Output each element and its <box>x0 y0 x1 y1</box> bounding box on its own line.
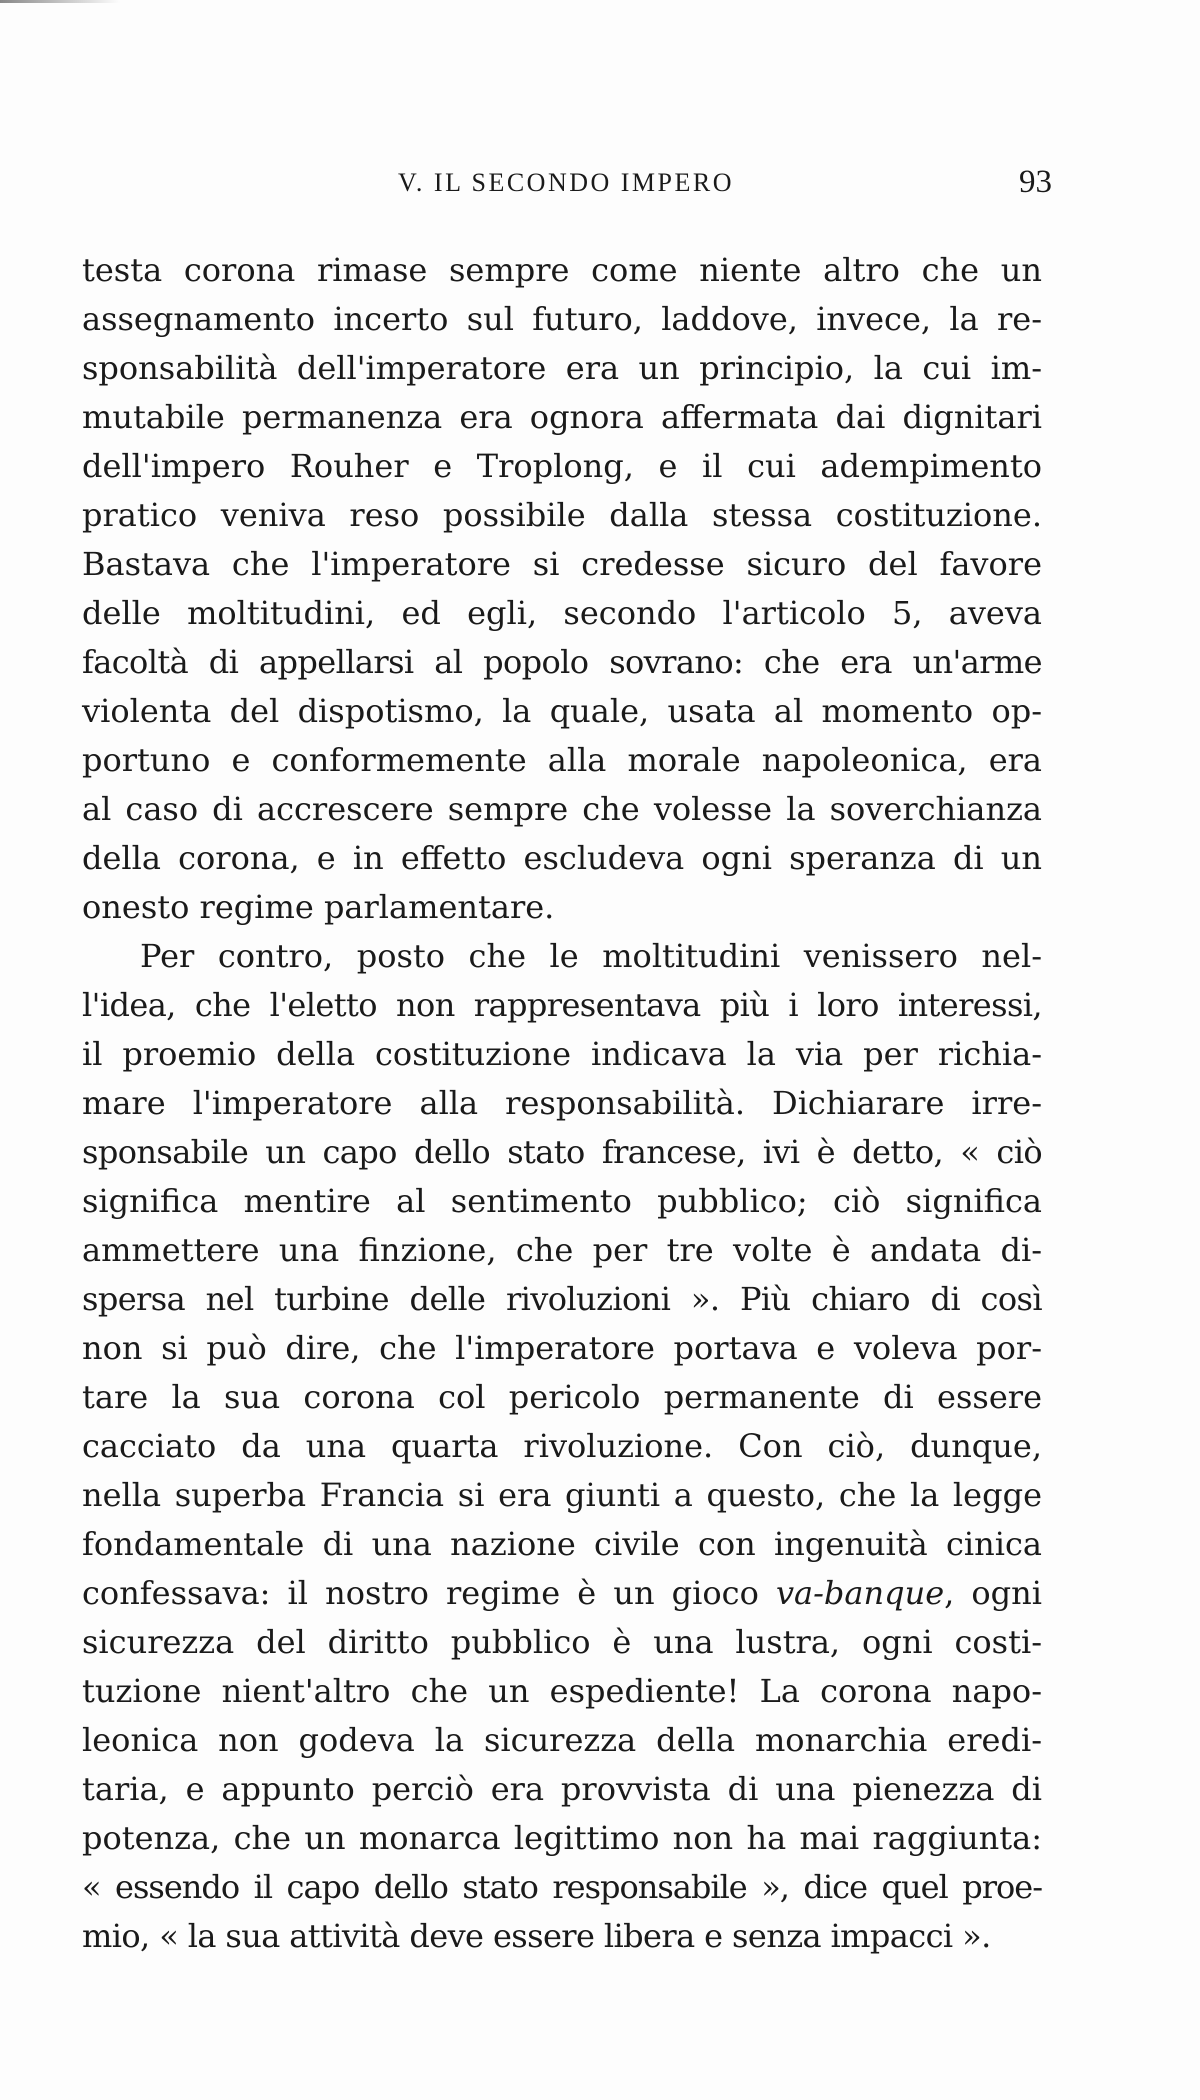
text-segment: sponsabile un capo dello stato francese, ivi è detto, « ciò <box>82 1133 1042 1171</box>
text-line <box>82 246 1042 295</box>
text-segment: pratico veniva reso possibile dalla stessa costituzione. <box>82 496 1042 534</box>
text-segment: potenza, che un monarca legittimo non ha mai raggiunta: <box>82 1819 1042 1857</box>
text-line <box>82 736 1042 785</box>
text-line <box>82 1471 1042 1520</box>
text-segment: cacciato da una quarta rivoluzione. Con ciò, dunque, <box>82 1427 1042 1465</box>
page-number: 93 <box>1019 164 1052 200</box>
text-segment: dell'impero Rouher e Troplong, e il cui adempimento <box>82 447 1042 485</box>
text-segment: il proemio della costituzione indicava la via per richia- <box>82 1035 1042 1073</box>
text-line <box>82 687 1042 736</box>
text-line <box>82 1079 1042 1128</box>
text-segment: fondamentale di una nazione civile con ingenuità cinica <box>82 1525 1042 1563</box>
text-line <box>82 540 1042 589</box>
text-segment: delle moltitudini, ed egli, secondo l'articolo 5, aveva <box>82 594 1042 632</box>
text-segment: nella superba Francia si era giunti a questo, che la legge <box>82 1476 1042 1514</box>
text-segment: Per contro, posto che le moltitudini venissero nel- <box>140 937 1042 975</box>
paragraph <box>82 932 1042 1961</box>
text-segment: sponsabilità dell'imperatore era un principio, la cui im- <box>82 349 1042 387</box>
text-segment: significa mentire al sentimento pubblico; ciò significa <box>82 1182 1042 1220</box>
text-segment: , ogni <box>944 1574 1042 1612</box>
text-line <box>82 295 1042 344</box>
running-title: V. IL SECONDO IMPERO <box>397 168 735 197</box>
text-line <box>82 1863 1042 1912</box>
text-line <box>82 834 1042 883</box>
text-line <box>82 442 1042 491</box>
text-segment: leonica non godeva la sicurezza della monarchia eredi- <box>82 1721 1042 1759</box>
text-segment: taria, e appunto perciò era provvista di una pienezza di <box>82 1770 1042 1808</box>
text-line <box>82 1667 1042 1716</box>
text-line <box>82 932 1042 981</box>
text-segment: l'idea, che l'eletto non rappresentava più i loro interessi, <box>82 986 1042 1024</box>
text-line <box>82 1520 1042 1569</box>
text-line <box>82 1226 1042 1275</box>
paragraph <box>82 246 1042 932</box>
text-segment: al caso di accrescere sempre che volesse la soverchianza <box>82 790 1042 828</box>
text-line <box>82 1324 1042 1373</box>
text-segment: onesto regime parlamentare. <box>82 888 555 926</box>
text-line <box>82 1275 1042 1324</box>
text-segment: mio, « la sua attività deve essere libera e senza impacci ». <box>82 1917 991 1955</box>
text-segment: violenta del dispotismo, la quale, usata al momento op- <box>82 692 1042 730</box>
text-segment: tare la sua corona col pericolo permanente di essere <box>82 1378 1042 1416</box>
text-line <box>82 883 1042 932</box>
text-segment: tuzione nient'altro che un espediente! La corona napo- <box>82 1672 1042 1710</box>
text-line <box>82 1373 1042 1422</box>
text-line <box>82 1716 1042 1765</box>
page-header <box>80 164 1052 208</box>
text-line <box>82 344 1042 393</box>
text-segment: mare l'imperatore alla responsabilità. Dichiarare irre- <box>82 1084 1042 1122</box>
text-segment: « essendo il capo dello stato responsabile », dice quel proe- <box>82 1868 1042 1906</box>
text-line <box>82 1422 1042 1471</box>
text-line <box>82 1030 1042 1079</box>
text-line <box>82 393 1042 442</box>
text-line <box>82 981 1042 1030</box>
text-line <box>82 1128 1042 1177</box>
text-segment: portuno e conformemente alla morale napoleonica, era <box>82 741 1042 779</box>
text-line <box>82 785 1042 834</box>
text-segment: sicurezza del diritto pubblico è una lustra, ogni costi- <box>82 1623 1042 1661</box>
text-segment: testa corona rimase sempre come niente altro che un <box>82 251 1042 289</box>
text-segment: confessava: il nostro regime è un gioco <box>82 1574 776 1612</box>
text-line <box>82 1814 1042 1863</box>
text-segment: mutabile permanenza era ognora affermata dai dignitari <box>82 398 1042 436</box>
text-line <box>82 1912 1042 1961</box>
body-text <box>82 246 1042 1961</box>
page-edge-mark <box>0 0 120 3</box>
text-segment: della corona, e in effetto escludeva ogni speranza di un <box>82 839 1042 877</box>
text-line <box>82 491 1042 540</box>
text-segment: non si può dire, che l'imperatore portava e voleva por- <box>82 1329 1042 1367</box>
text-line <box>82 1569 1042 1618</box>
text-segment: Bastava che l'imperatore si credesse sicuro del favore <box>82 545 1042 583</box>
text-segment: ammettere una finzione, che per tre volte è andata di- <box>82 1231 1042 1269</box>
text-line <box>82 1765 1042 1814</box>
text-segment: facoltà di appellarsi al popolo sovrano: che era un'arme <box>82 643 1042 681</box>
italic-text: va-banque <box>775 1574 945 1612</box>
text-line <box>82 589 1042 638</box>
text-segment: spersa nel turbine delle rivoluzioni ». Più chiaro di così <box>82 1280 1042 1318</box>
text-line <box>82 638 1042 687</box>
text-segment: assegnamento incerto sul futuro, laddove, invece, la re- <box>82 300 1042 338</box>
text-line <box>82 1618 1042 1667</box>
text-line <box>82 1177 1042 1226</box>
